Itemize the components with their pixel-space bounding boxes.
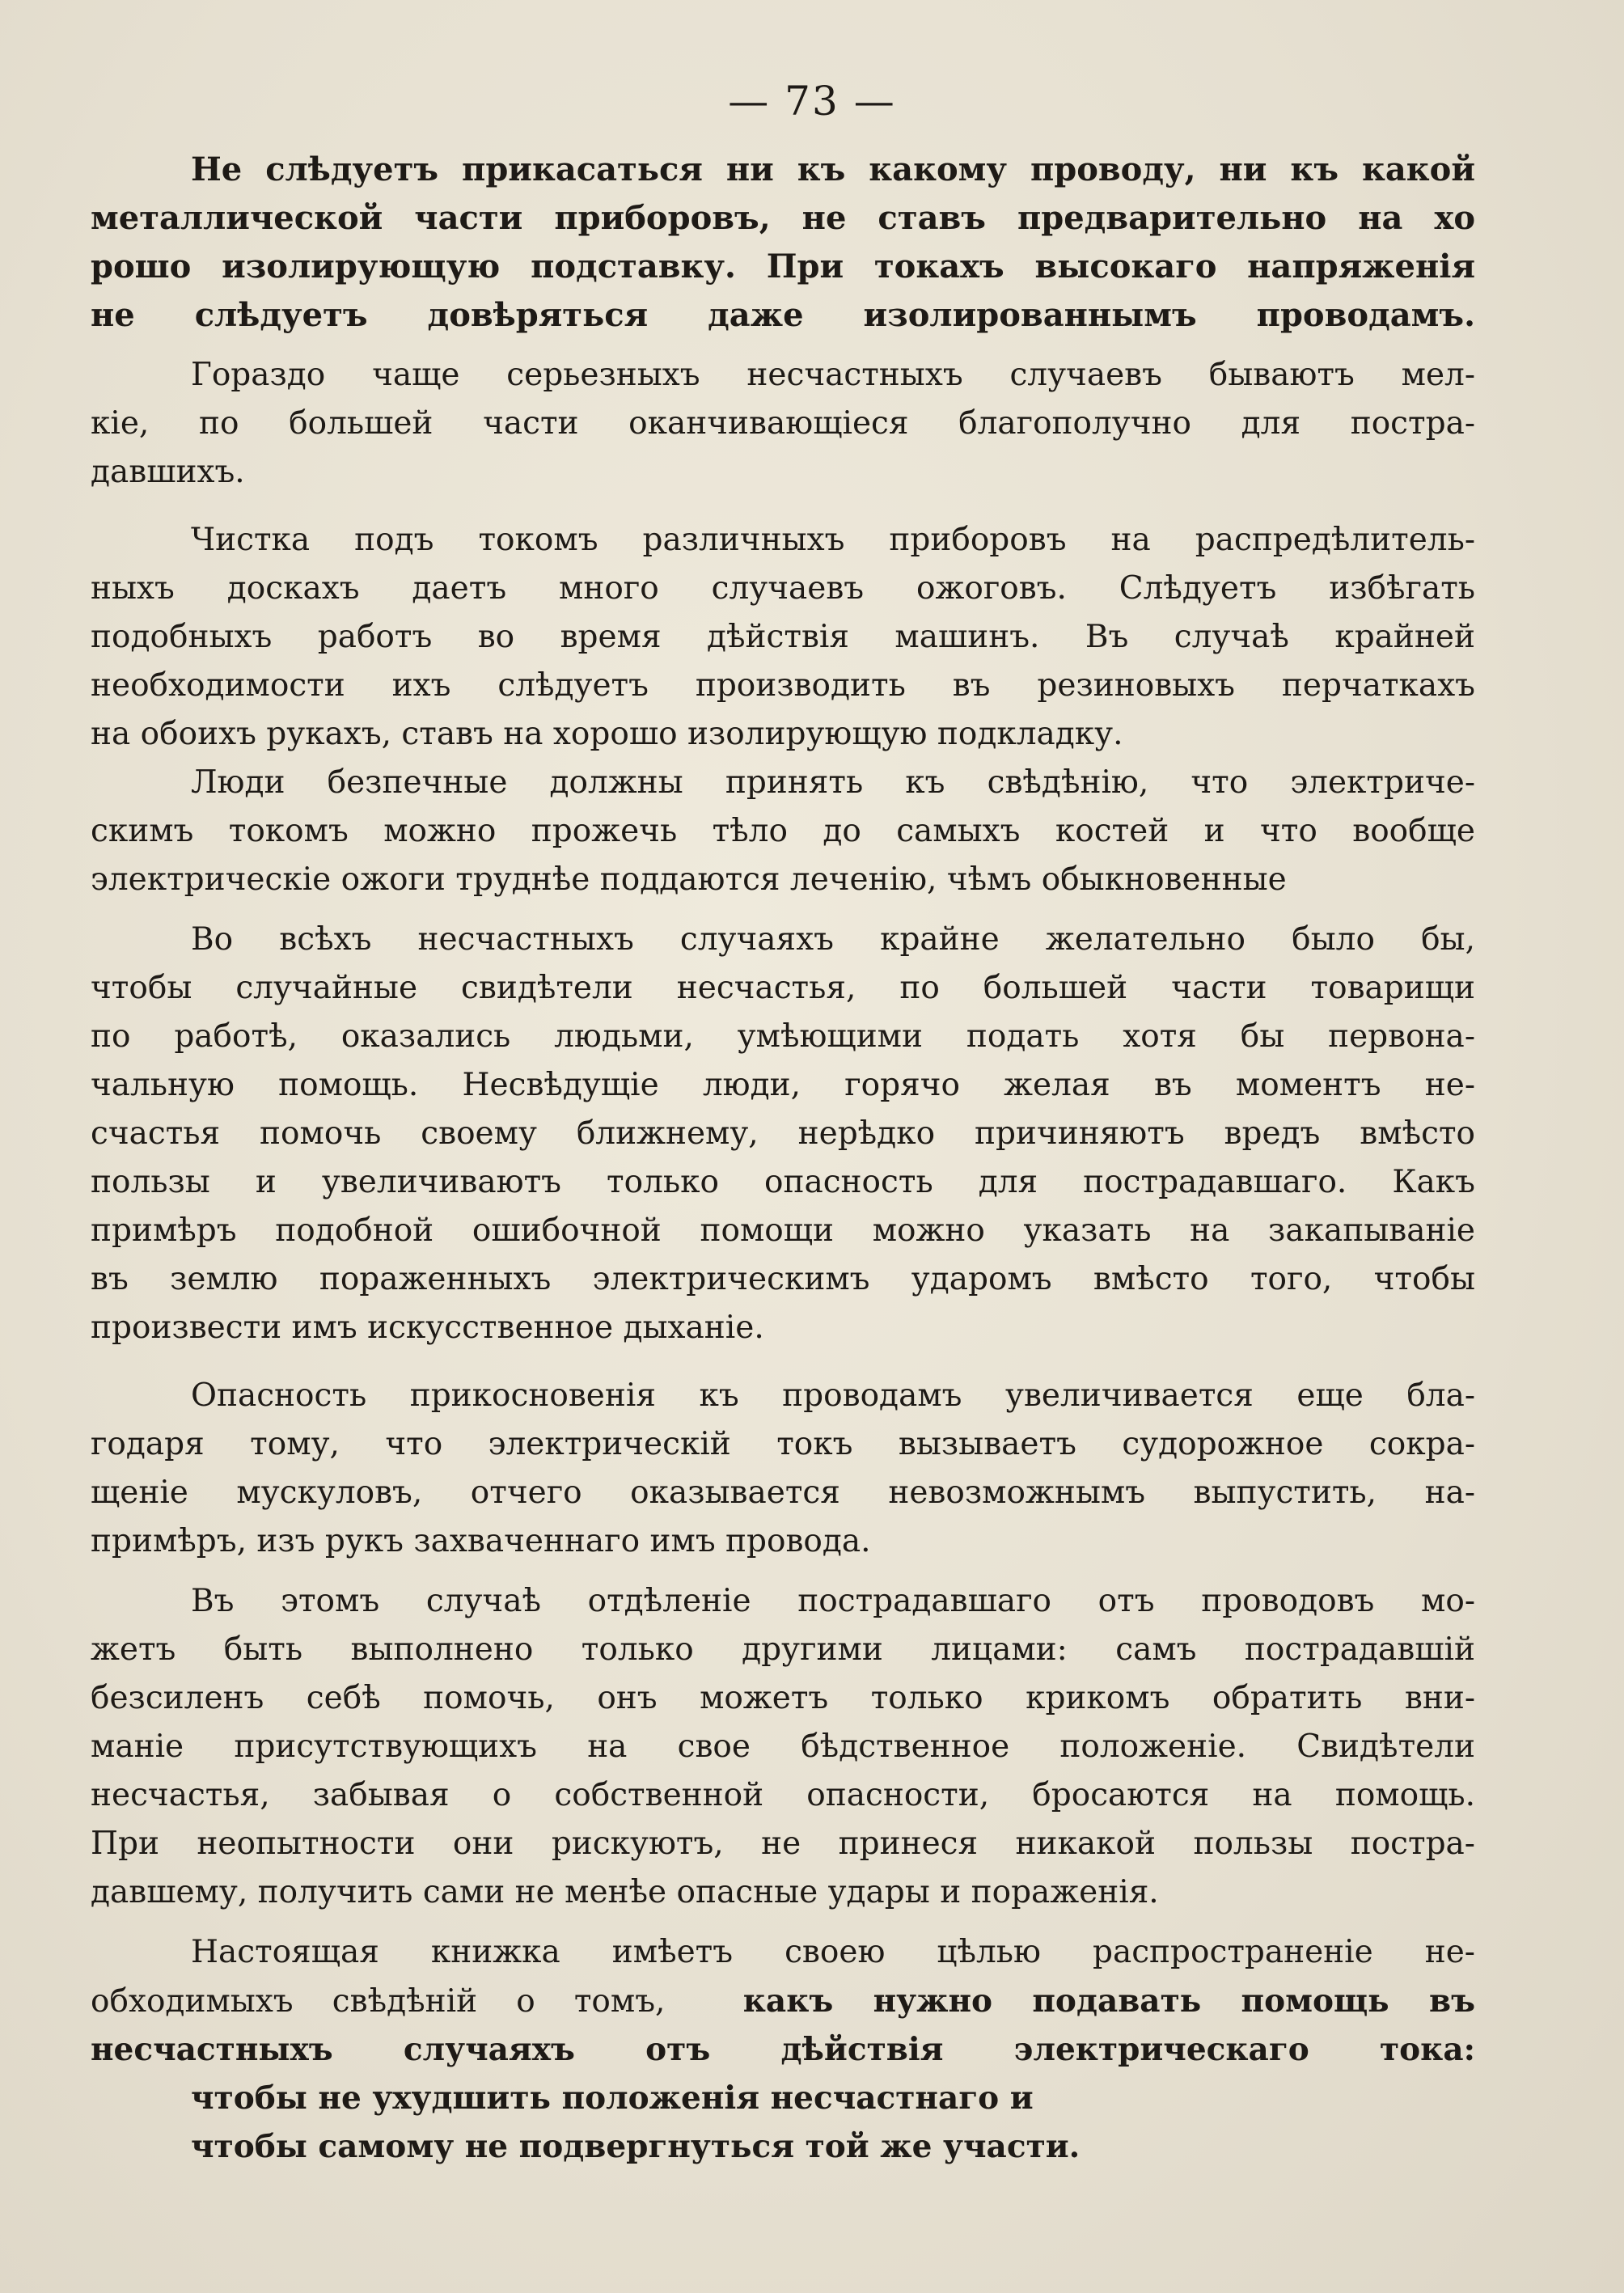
paragraph-witnesses [91, 916, 1475, 1352]
text-line [91, 1977, 1475, 2025]
text-line: несчастныхъ случаяхъ отъ дѣйствія электрическаго тока: [91, 2031, 1475, 2068]
closing-bold-text: какъ нужно подавать помощь въ [742, 1982, 1475, 2020]
text-line: по работѣ, оказались людьми, умѣющими подать хотя бы первона- [91, 1018, 1475, 1055]
text-line: чальную помощь. Несвѣдущіе люди, горячо желая въ моментъ не- [91, 1067, 1475, 1103]
text-line: щеніе мускуловъ, отчего оказывается невозможнымъ выпустить, на- [91, 1474, 1475, 1511]
text-line: кіе, по большей части оканчивающіеся благополучно для постра- [91, 405, 1475, 442]
paragraph-careless-people [91, 759, 1475, 904]
goal-line: чтобы самому не подвергнуться той же участи. [191, 2128, 1081, 2165]
closing-normal-text: обходимыхъ свѣдѣній о томъ, [91, 1983, 666, 2020]
paragraph-minor-accidents [91, 351, 1475, 497]
text-line: пользы и увеличиваютъ только опасность для пострадавшаго. Какъ [91, 1164, 1475, 1200]
text-line: Опасность прикосновенія къ проводамъ увеличивается еще бла- [191, 1377, 1475, 1414]
text-line: электрическіе ожоги труднѣе поддаются леченію, чѣмъ обыкновенные [91, 861, 1287, 898]
text-line: рошо изолирующую подставку. При токахъ высокаго напряженія [91, 247, 1475, 286]
text-line: въ землю пораженныхъ электрическимъ ударомъ вмѣсто того, чтобы [91, 1261, 1475, 1297]
closing-paragraph [91, 1928, 1475, 2171]
text-line: чтобы случайные свидѣтели несчастья, по большей части товарищи [91, 970, 1475, 1006]
text-line: Люди безпечные должны принять къ свѣдѣнію, что электриче- [191, 764, 1475, 801]
text-line: счастья помочь своему ближнему, нерѣдко причиняютъ вредъ вмѣсто [91, 1115, 1475, 1152]
text-line: подобныхъ работъ во время дѣйствія машинъ. Въ случаѣ крайней [91, 619, 1475, 655]
page-number: — 73 — [728, 78, 896, 125]
paragraph-separation-from-wires [91, 1577, 1475, 1917]
text-line: маніе присутствующихъ на свое бѣдственное положеніе. Свидѣтели [91, 1728, 1475, 1765]
text-line: жетъ быть выполнено только другими лицами: самъ пострадавшій [91, 1631, 1475, 1668]
text-line: давшихъ. [91, 454, 245, 490]
goal-line: чтобы не ухудшить положенія несчастнаго и [191, 2079, 1034, 2117]
text-line: скимъ токомъ можно прожечь тѣло до самыхъ костей и что вообще [91, 813, 1475, 849]
paragraph-muscle-contraction [91, 1372, 1475, 1566]
text-line: несчастья, забывая о собственной опасности, бросаются на помощь. [91, 1777, 1475, 1813]
text-line: примѣръ подобной ошибочной помощи можно указать на закапываніе [91, 1212, 1475, 1249]
closing-goals [91, 2074, 1475, 2171]
text-line: произвести имъ искусственное дыханіе. [91, 1309, 764, 1346]
paragraph-cleaning-under-current [91, 516, 1475, 759]
text-line: безсиленъ себѣ помочь, онъ можетъ только крикомъ обратить вни- [91, 1680, 1475, 1716]
text-line: на обоихъ рукахъ, ставъ на хорошо изолирующую подкладку. [91, 716, 1123, 752]
warning-paragraph [91, 146, 1475, 340]
text-line: примѣръ, изъ рукъ захваченнаго имъ провода. [91, 1523, 871, 1559]
text-line: Въ этомъ случаѣ отдѣленіе пострадавшаго отъ проводовъ мо- [191, 1583, 1475, 1619]
text-line: металлической части приборовъ, не ставъ предварительно на хо [91, 199, 1475, 237]
page-body [91, 146, 1475, 2171]
text-line: Гораздо чаще серьезныхъ несчастныхъ случаевъ бываютъ мел- [191, 357, 1475, 393]
text-line: давшему, получить сами не менѣе опасные удары и пораженія. [91, 1874, 1159, 1910]
text-line: Во всѣхъ несчастныхъ случаяхъ крайне желательно было бы, [191, 921, 1475, 958]
text-line: необходимости ихъ слѣдуетъ производить въ резиновыхъ перчаткахъ [91, 667, 1475, 704]
text-line: Не слѣдуетъ прикасаться ни къ какому проводу, ни къ какой [191, 150, 1475, 188]
text-line: При неопытности они рискуютъ, не принеся никакой пользы постра- [91, 1826, 1475, 1862]
text-line: ныхъ доскахъ даетъ много случаевъ ожоговъ. Слѣдуетъ избѣгать [91, 570, 1475, 607]
text-line: Чистка подъ токомъ различныхъ приборовъ на распредѣлитель- [191, 522, 1475, 558]
text-line: годаря тому, что электрическій токъ вызываетъ судорожное сокра- [91, 1426, 1475, 1462]
text-line: не слѣдуетъ довѣряться даже изолированнымъ проводамъ. [91, 296, 1475, 334]
text-line: Настоящая книжка имѣетъ своею цѣлью распространеніе не- [191, 1934, 1475, 1970]
